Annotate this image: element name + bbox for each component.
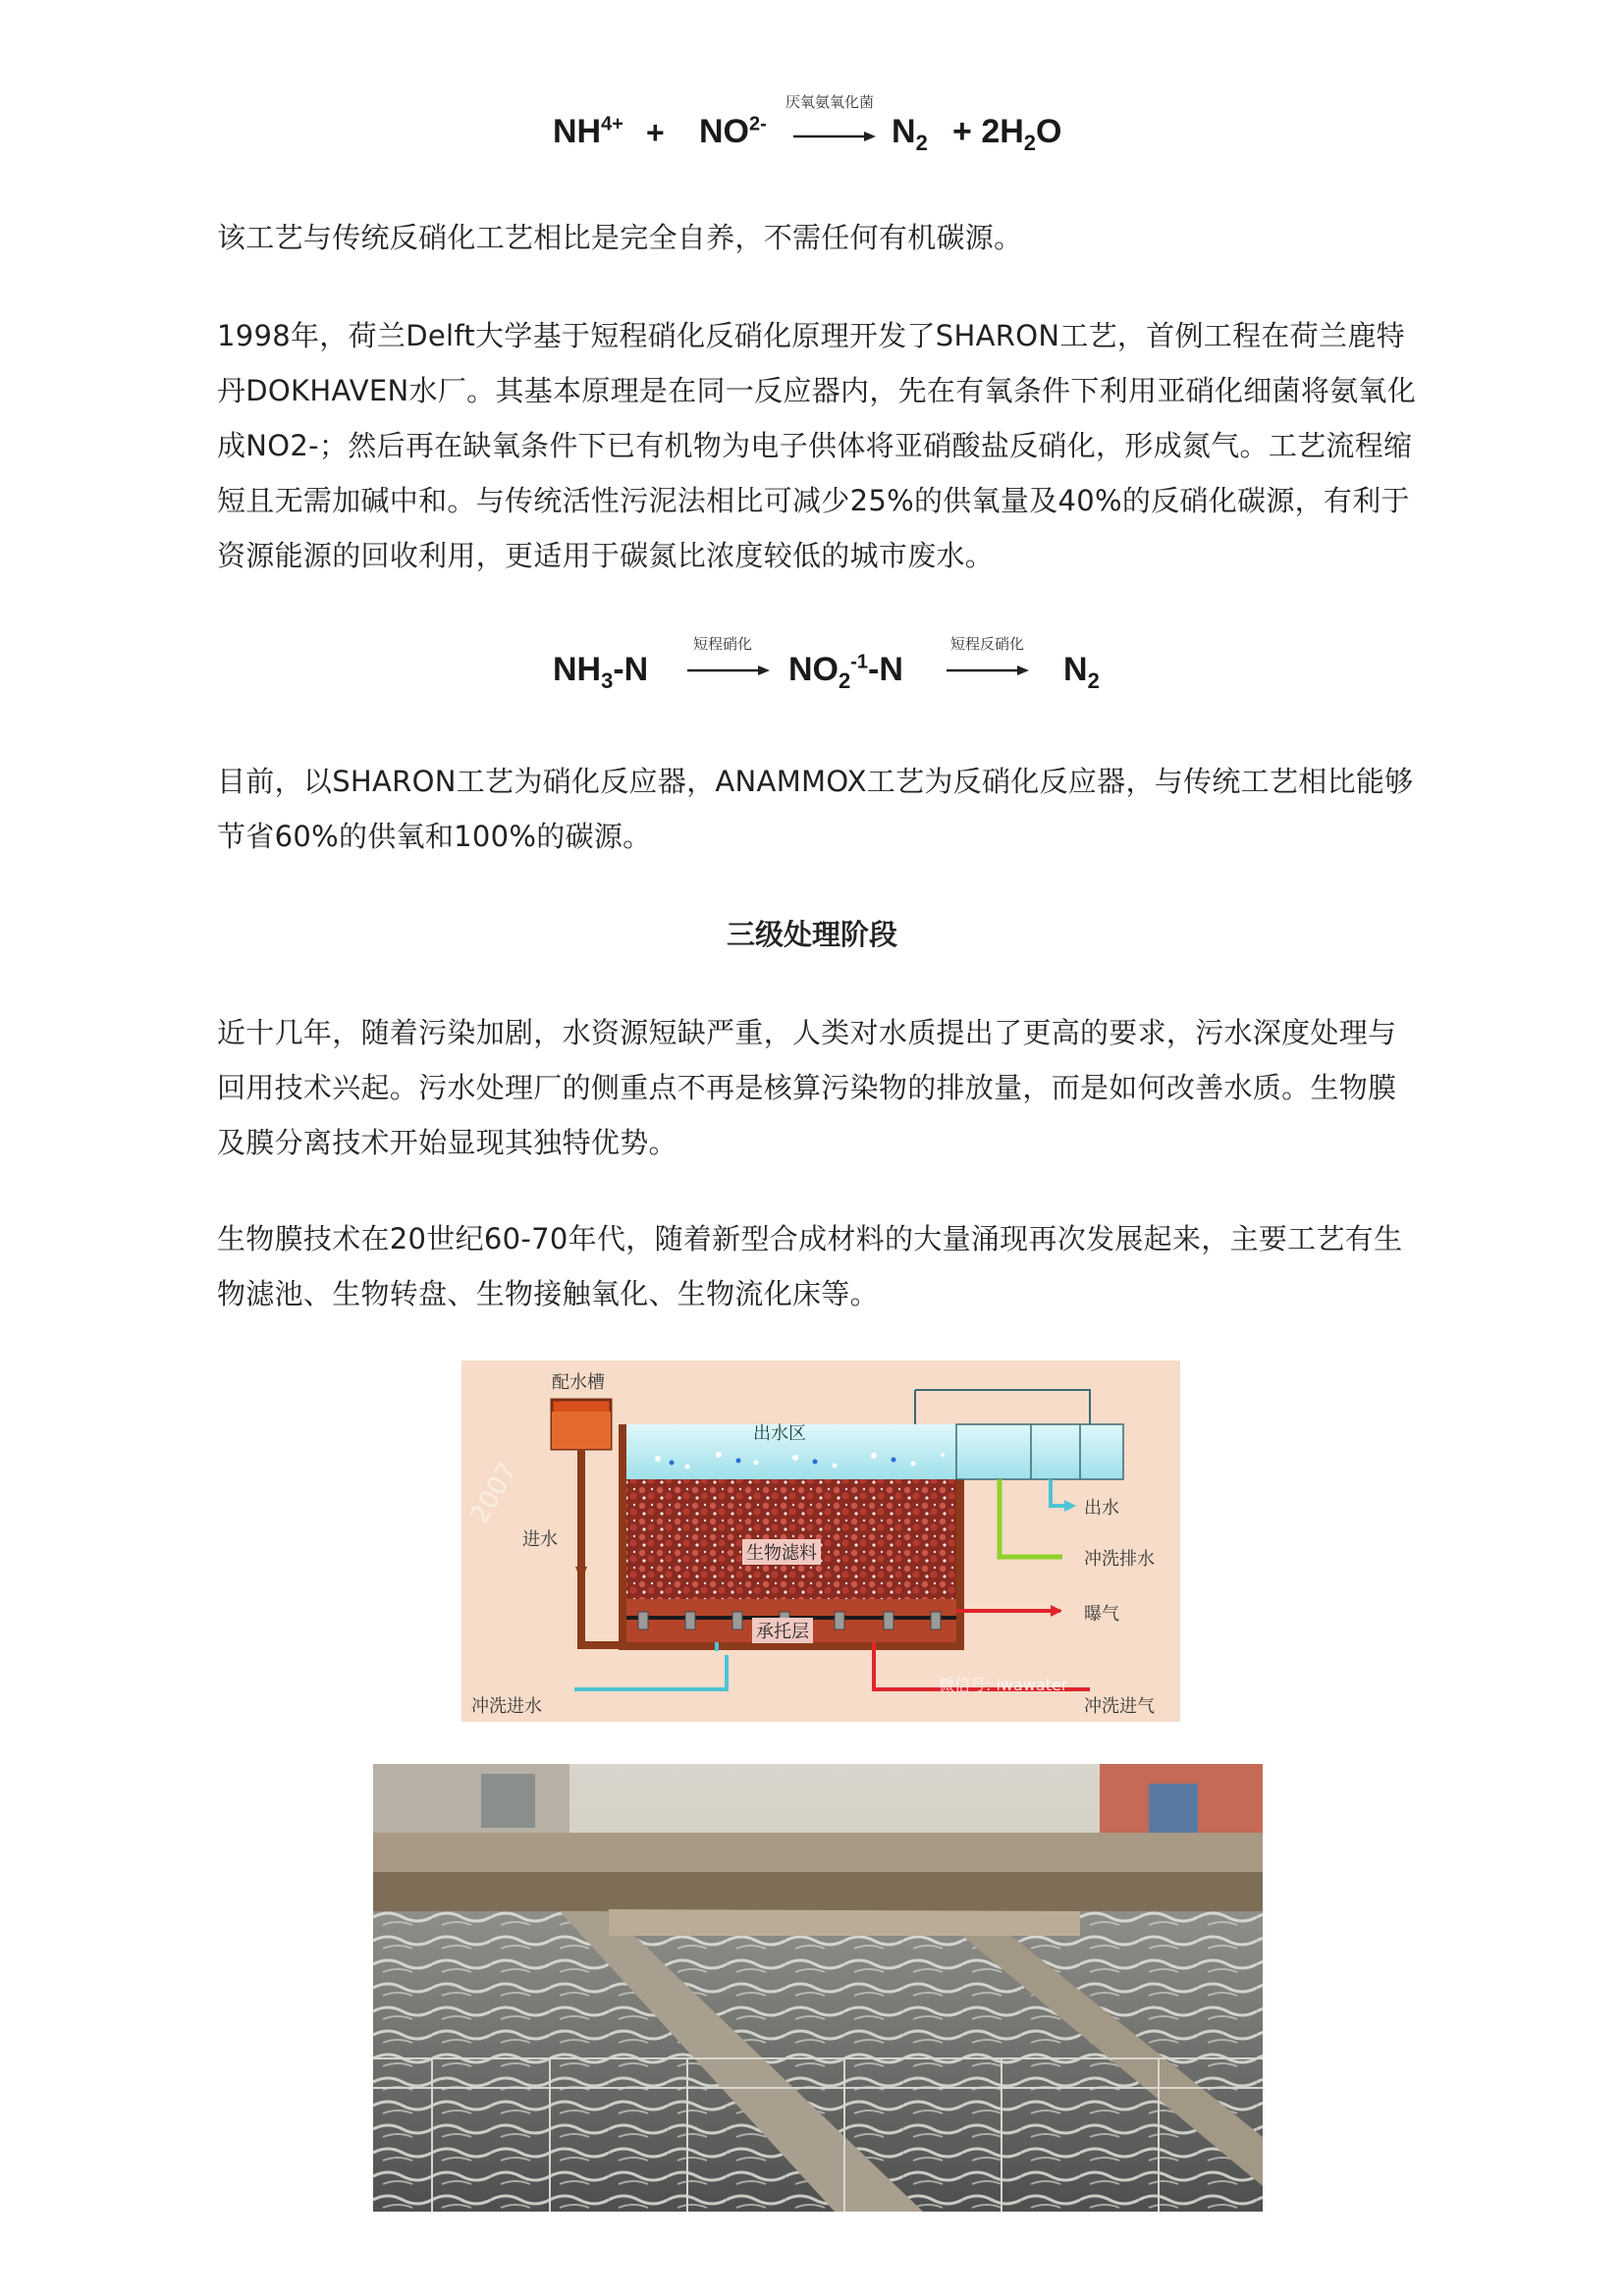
section-heading: 三级处理阶段: [726, 918, 897, 951]
eq2-step2-label: 短程反硝化: [950, 635, 1025, 653]
eq1-arrow: [793, 131, 876, 142]
equation-anammox: [0, 83, 1624, 162]
eq1-product-water: + $2H_2O$: [952, 113, 1062, 155]
treatment-plant-photo: [373, 1764, 1263, 2212]
label-filter-media: 生物滤料: [742, 1539, 821, 1565]
eq2-arrow-2: [947, 665, 1029, 676]
eq2-intermediate: $NO_2^{-1}-N$: [788, 651, 903, 693]
eq2-arrow-1: [687, 665, 770, 676]
eq1-catalyst-label: 厌氧氨氧化菌: [785, 93, 875, 111]
paragraph-5: 生物膜技术在20世纪60-70年代，随着新型合成材料的大量涌现再次发展起来，主要工艺有生物滤池、生物转盘、生物接触氧化、生物流化床等。: [217, 1222, 1403, 1310]
label-support-layer: 承托层: [752, 1618, 813, 1643]
label-outlet: 出水: [1084, 1498, 1119, 1519]
watermark-year: 2007: [464, 1457, 523, 1529]
label-tank: 配水槽: [552, 1372, 605, 1393]
eq2-step1-label: 短程硝化: [693, 635, 753, 653]
equation-sharon: [0, 623, 1624, 702]
paragraph-4: 近十几年，随着污染加剧，水资源短缺严重，人类对水质提出了更高的要求，污水深度处理与回用技术兴起。污水处理厂的侧重点不再是核算污染物的排放量，而是如何改善水质。生物膜及膜分离技术开始显现其独特优势。: [217, 1016, 1397, 1159]
watermark-wechat: 微信号: iwawater: [939, 1676, 1068, 1694]
paragraph-2: 1998年，荷兰Delft大学基于短程硝化反硝化原理开发了SHARON工艺，首例工程在荷兰鹿特丹DOKHAVEN水厂。其基本原理是在同一反应器内，先在有氧条件下利用亚硝化细菌将氨氧化成NO2-；然后再在缺氧条件下已有机物为电子供体将亚硝酸盐反硝化，形成氮气。工艺流程缩短且无需加碱中和。与传统活性污泥法相比可减少25%的供氧量及40%的反硝化碳源，有利于资源能源的回收利用，更适用于碳氮比浓度较低的城市废水。: [217, 319, 1417, 572]
eq1-product-n2: $N_2$: [892, 113, 928, 155]
eq2-product: $N_2$: [1063, 651, 1100, 693]
eq1-reactant-nh4: $NH^{4+}$: [553, 113, 623, 150]
eq1-plus: +: [646, 115, 665, 150]
label-wash-drain: 冲洗排水: [1084, 1549, 1155, 1570]
building-left: [373, 1764, 569, 1833]
eq1-reactant-no2: $NO^{2-}$: [699, 113, 767, 150]
eq2-reactant: $NH_3-N$: [553, 651, 649, 693]
paragraph-1: 该工艺与传统反硝化工艺相比是完全自养，不需任何有机碳源。: [217, 221, 1023, 254]
paragraph-3: 目前，以SHARON工艺为硝化反应器，ANAMMOX工艺为反硝化反应器，与传统工艺相比能够节省60%的供氧和100%的碳源。: [217, 765, 1414, 853]
label-outlet-zone: 出水区: [753, 1423, 806, 1444]
label-wash-water-in: 冲洗进水: [471, 1696, 542, 1717]
label-wash-air-in: 冲洗进气: [1084, 1696, 1155, 1717]
label-inlet: 进水: [522, 1529, 558, 1550]
biofilter-diagram: [461, 1361, 1180, 1722]
label-aeration: 曝气: [1084, 1604, 1119, 1625]
